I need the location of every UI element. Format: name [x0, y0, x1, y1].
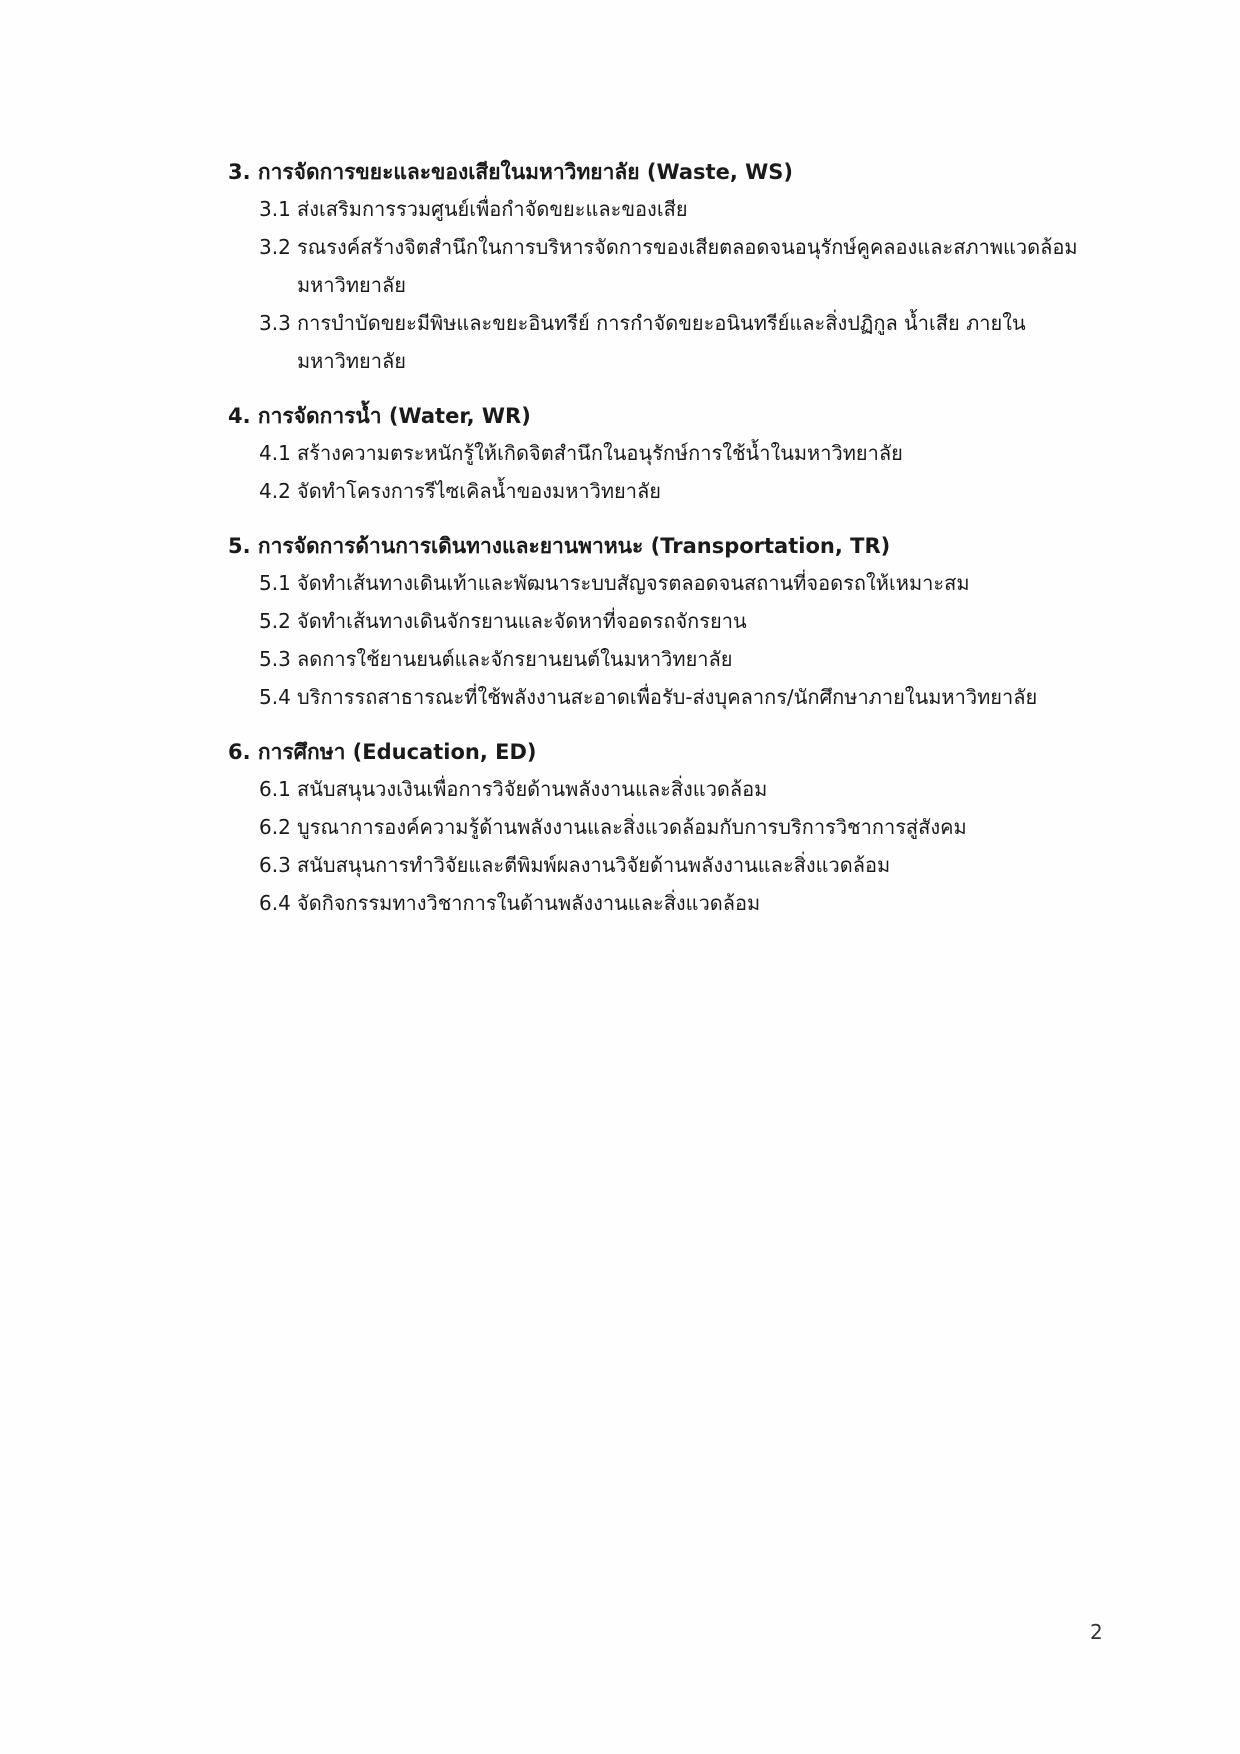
section-transportation: [228, 528, 1108, 716]
item-number: 5.3: [259, 647, 291, 671]
section-heading: 3. การจัดการขยะและของเสียในมหาวิทยาลัย (Waste, WS): [228, 160, 794, 184]
item-number: 6.1: [259, 777, 291, 801]
item-text: จัดทำเส้นทางเดินจักรยานและจัดหาที่จอดรถจักรยาน: [297, 609, 747, 633]
item-list: [228, 564, 1108, 716]
page-number: 2: [1090, 1620, 1103, 1644]
item-number: 3.1: [259, 197, 291, 221]
list-item: [228, 884, 1108, 922]
list-item: [228, 304, 1108, 380]
item-number: 5.4: [259, 685, 291, 709]
item-text: รณรงค์สร้างจิตสำนึกในการบริหารจัดการของเสียตลอดจนอนุรักษ์คูคลองและสภาพแวดล้อม มหาวิทยาลัย: [297, 235, 1078, 297]
item-number: 5.1: [259, 571, 291, 595]
list-item: [228, 228, 1108, 304]
document-body: [228, 154, 1108, 940]
list-item: [228, 564, 1108, 602]
item-list: [228, 434, 1108, 510]
item-number: 3.2: [259, 235, 291, 259]
item-text: สร้างความตระหนักรู้ให้เกิดจิตสำนึกในอนุรักษ์การใช้น้ำในมหาวิทยาลัย: [297, 441, 903, 465]
item-list: [228, 770, 1108, 922]
item-text: บูรณาการองค์ความรู้ด้านพลังงานและสิ่งแวดล้อมกับการบริการวิชาการสู่สังคม: [297, 815, 967, 839]
item-text: สนับสนุนการทำวิจัยและตีพิมพ์ผลงานวิจัยด้านพลังงานและสิ่งแวดล้อม: [297, 853, 891, 877]
section-heading: 6. การศึกษา (Education, ED): [228, 740, 537, 764]
item-number: 4.2: [259, 479, 291, 503]
list-item: [228, 602, 1108, 640]
section-education: [228, 734, 1108, 922]
list-item: [228, 190, 1108, 228]
item-text: การบำบัดขยะมีพิษและขยะอินทรีย์ การกำจัดขยะอนินทรีย์และสิ่งปฏิกูล น้ำเสีย ภายใน มหาวิทยาลัย: [297, 311, 1026, 373]
section-waste: [228, 154, 1108, 380]
item-text: จัดทำโครงการรีไซเคิลน้ำของมหาวิทยาลัย: [297, 479, 661, 503]
list-item: [228, 770, 1108, 808]
item-text: สนับสนุนวงเงินเพื่อการวิจัยด้านพลังงานและสิ่งแวดล้อม: [297, 777, 768, 801]
section-water: [228, 398, 1108, 510]
item-text: จัดกิจกรรมทางวิชาการในด้านพลังงานและสิ่งแวดล้อม: [297, 891, 761, 915]
item-number: 4.1: [259, 441, 291, 465]
list-item: [228, 846, 1108, 884]
item-number: 6.4: [259, 891, 291, 915]
list-item: [228, 678, 1108, 716]
item-number: 6.2: [259, 815, 291, 839]
list-item: [228, 472, 1108, 510]
list-item: [228, 808, 1108, 846]
item-text: ส่งเสริมการรวมศูนย์เพื่อกำจัดขยะและของเสีย: [297, 197, 688, 221]
item-text: ลดการใช้ยานยนต์และจักรยานยนต์ในมหาวิทยาลัย: [297, 647, 733, 671]
item-text: บริการรถสาธารณะที่ใช้พลังงานสะอาดเพื่อรับ-ส่งบุคลากร/นักศึกษาภายในมหาวิทยาลัย: [297, 685, 1038, 709]
list-item: [228, 640, 1108, 678]
item-number: 3.3: [259, 311, 291, 335]
item-number: 6.3: [259, 853, 291, 877]
list-item: [228, 434, 1108, 472]
item-text: จัดทำเส้นทางเดินเท้าและพัฒนาระบบสัญจรตลอดจนสถานที่จอดรถให้เหมาะสม: [297, 571, 970, 595]
section-heading: 5. การจัดการด้านการเดินทางและยานพาหนะ (Transportation, TR): [228, 534, 891, 558]
section-heading: 4. การจัดการน้ำ (Water, WR): [228, 404, 531, 428]
item-list: [228, 190, 1108, 380]
item-number: 5.2: [259, 609, 291, 633]
